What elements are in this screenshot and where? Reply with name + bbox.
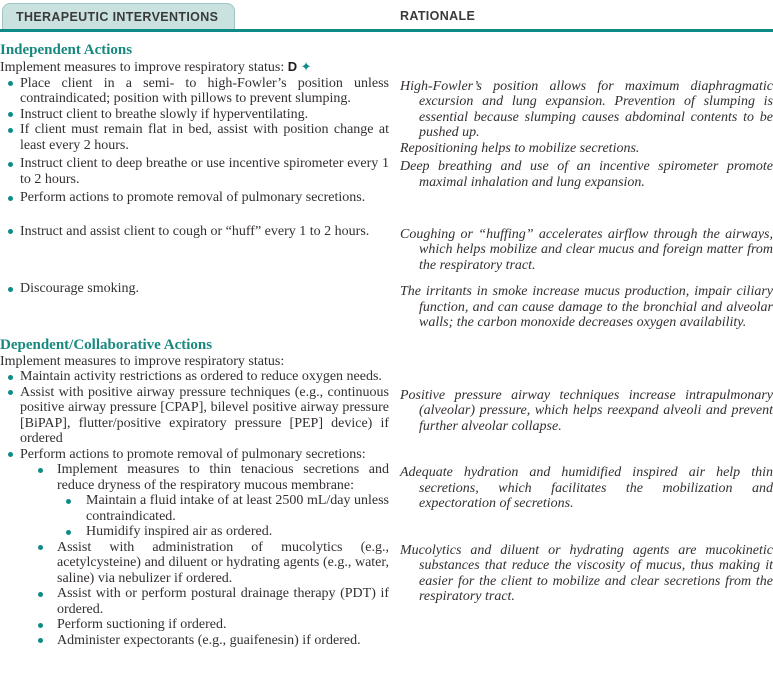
intervention-text: Implement measures to thin tenacious secretions and reduce dryness of the respiratory mucous membrane: xyxy=(57,462,389,493)
rationale-paragraph: Repositioning helps to mobilize secretions. xyxy=(400,140,640,156)
intervention-text: Maintain a fluid intake of at least 2500 mL/day unless contraindicated. xyxy=(86,493,389,524)
row-thin-secretions xyxy=(0,462,773,540)
bullet-icon xyxy=(8,162,13,167)
section-heading-independent: Independent Actions xyxy=(0,42,133,58)
rationale-paragraph: Coughing or “huffing” accelerates airflow through the airways, which helps mobilize and clear mucus and foreign matter from the respiratory tract. xyxy=(400,226,773,273)
intervention-text: Instruct and assist client to cough or “huff” every 1 to 2 hours. xyxy=(20,223,370,239)
intervention-text: Perform actions to promote removal of pulmonary secretions: xyxy=(20,446,366,462)
intervention-text: Perform suctioning if ordered. xyxy=(57,617,227,632)
intervention-text: Perform actions to promote removal of pulmonary secretions. xyxy=(20,190,366,205)
intervention-text: Instruct client to deep breathe or use incentive spirometer every 1 to 2 hours. xyxy=(20,156,389,187)
intervention-text: Administer expectorants (e.g., guaifenesin) if ordered. xyxy=(57,632,361,648)
bullet-icon xyxy=(8,390,13,395)
rationale-column-header: RATIONALE xyxy=(400,9,476,23)
bullet-icon xyxy=(8,452,13,457)
bullet-icon xyxy=(66,530,71,535)
bullet-icon xyxy=(8,287,13,292)
independent-heading-row xyxy=(0,42,773,76)
intervention-item xyxy=(0,156,389,187)
bullet-icon xyxy=(8,229,13,234)
intervention-item xyxy=(0,447,389,463)
intervention-text: Assist with or perform postural drainage therapy (PDT) if ordered. xyxy=(57,586,389,617)
rationale-paragraph: High-Fowler’s position allows for maximum diaphragmatic excursion and lung expansion. Prevention of slumping is essential because slumping causes abdominal contents to be pushed up. xyxy=(400,78,773,140)
intervention-text: Discourage smoking. xyxy=(20,281,139,296)
intervention-text: If client must remain flat in bed, assist with position change at least every 2 hours. xyxy=(20,122,389,153)
rationale-paragraph: The irritants in smoke increase mucus production, impair ciliary function, and can cause damage to the bronchial and alveolar walls; the carbon monoxide decreases oxygen availability. xyxy=(400,284,773,330)
intervention-text: Instruct client to breathe slowly if hyperventilating. xyxy=(20,106,309,122)
row-coughing xyxy=(0,224,773,274)
bullet-icon xyxy=(8,128,13,133)
therapeutic-interventions-label: THERAPEUTIC INTERVENTIONS xyxy=(16,10,219,24)
intervention-item xyxy=(0,462,389,493)
bullet-icon xyxy=(66,499,71,504)
row-promote-removal xyxy=(0,447,773,463)
row-smoking xyxy=(0,281,773,331)
independent-intro-text: Implement measures to improve respiratory status: xyxy=(0,60,285,75)
intervention-item xyxy=(0,385,389,447)
intervention-text: Maintain activity restrictions as ordered to reduce oxygen needs. xyxy=(20,369,382,384)
row-positioning xyxy=(0,76,773,157)
intervention-item xyxy=(0,493,389,524)
intervention-item xyxy=(0,369,389,385)
bullet-icon xyxy=(8,196,13,201)
bullet-icon xyxy=(8,112,13,117)
row-secretion-removal xyxy=(0,190,773,206)
bullet-icon xyxy=(38,592,43,597)
intervention-text: Assist with administration of mucolytics (e.g., acetylcysteine) and diluent or hydrating agents (e.g., water, saline) via nebulizer if ordered. xyxy=(57,539,389,586)
bullet-icon xyxy=(8,81,13,86)
table-header xyxy=(0,0,773,32)
row-activity-restrictions xyxy=(0,369,773,385)
rationale-paragraph: Adequate hydration and humidified inspired air help thin secretions, which facilitates the mobilization and expectoration of secretions. xyxy=(400,465,773,511)
row-deep-breathing xyxy=(0,156,773,190)
intervention-text: Assist with positive airway pressure techniques (e.g., continuous positive airway pressure [CPAP], bilevel positive airway pressure [BiPAP], flutter/positive expiratory pressure [PEP] device) if ordered xyxy=(20,384,389,446)
therapeutic-interventions-tab xyxy=(2,3,235,30)
intervention-item xyxy=(0,190,389,206)
dependent-heading-row xyxy=(0,337,773,370)
intervention-item xyxy=(0,107,389,123)
intervention-text: Place client in a semi- to high-Fowler’s position unless contraindicated; position with pillows to prevent slumping. xyxy=(20,75,389,106)
bullet-icon xyxy=(8,375,13,380)
dependent-intro-line: Implement measures to improve respiratory status: xyxy=(0,353,285,369)
intervention-item xyxy=(0,540,389,587)
intervention-item xyxy=(0,586,389,617)
rationale-paragraph: Mucolytics and diluent or hydrating agents are mucokinetic substances that reduce the viscosity of mucus, thus making it easier for the client to mobilize and clear secretions from the respiratory tract. xyxy=(400,542,773,604)
intervention-item xyxy=(0,76,389,107)
intervention-item xyxy=(0,633,389,649)
row-positive-airway-pressure xyxy=(0,385,773,447)
bullet-icon xyxy=(38,638,43,643)
independent-intro-line xyxy=(0,59,389,76)
row-mucolytics xyxy=(0,540,773,649)
bullet-icon xyxy=(38,623,43,628)
intervention-text: Humidify inspired air as ordered. xyxy=(86,524,273,539)
intervention-item xyxy=(0,224,389,240)
star-icon: ✦ xyxy=(300,59,312,74)
header-divider xyxy=(0,29,773,32)
rationale-paragraph: Deep breathing and use of an incentive spirometer promote maximal inhalation and lung expansion. xyxy=(400,159,773,190)
table-body xyxy=(0,32,773,648)
intervention-item xyxy=(0,524,389,540)
section-heading-dependent: Dependent/Collaborative Actions xyxy=(0,336,213,353)
delegation-flag: D xyxy=(287,59,298,74)
bullet-icon xyxy=(38,545,43,550)
intervention-item xyxy=(0,617,389,633)
rationale-paragraph: Positive pressure airway techniques increase intrapulmonary (alveolar) pressure, which helps reexpand alveoli and prevent further alveolar collapse. xyxy=(400,387,773,434)
intervention-item xyxy=(0,281,389,297)
bullet-icon xyxy=(38,468,43,473)
intervention-item xyxy=(0,122,389,153)
